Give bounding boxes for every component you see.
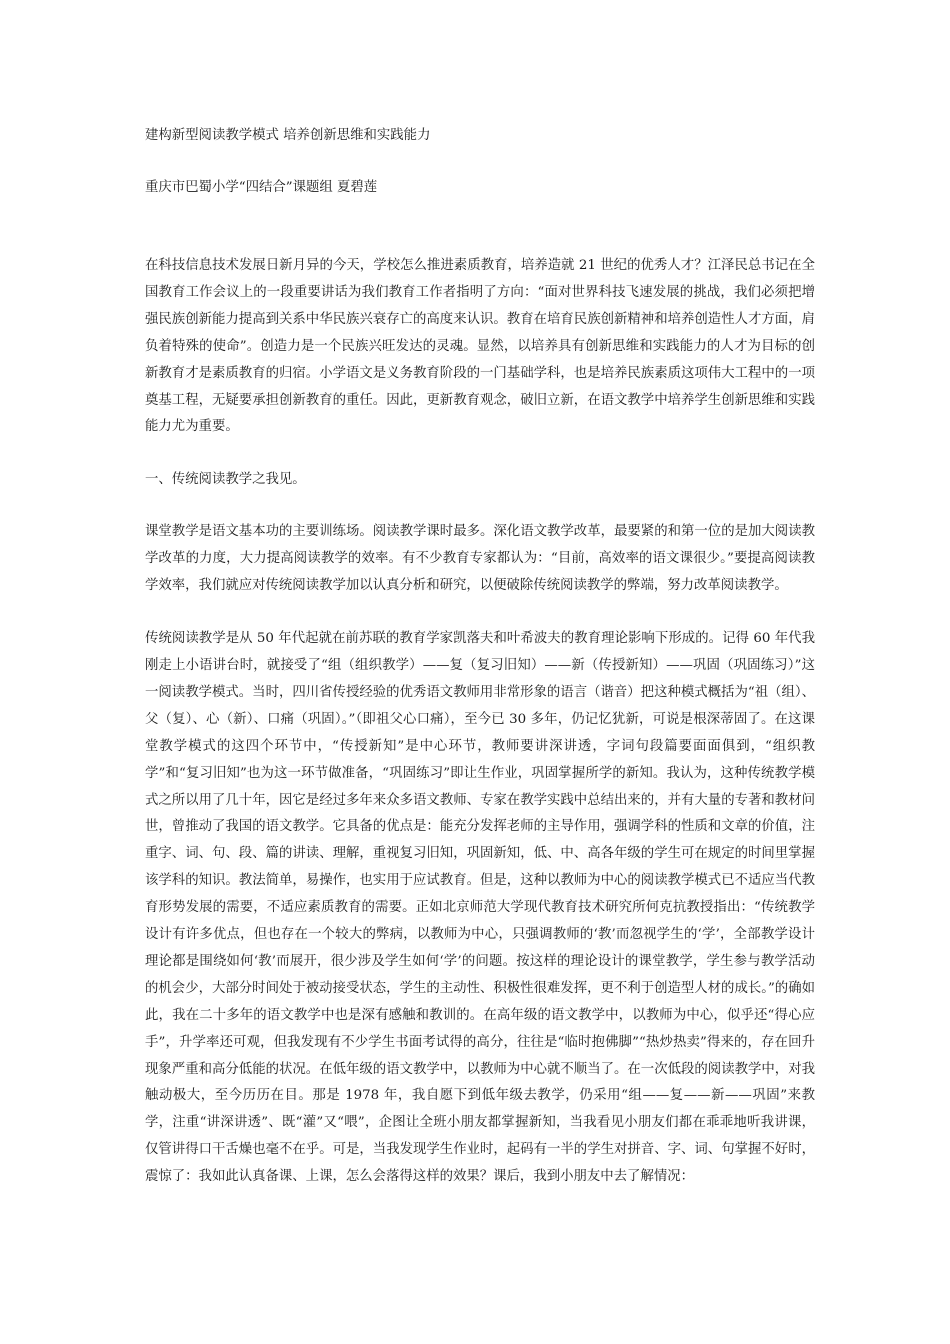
document-title: 建构新型阅读教学模式 培养创新思维和实践能力 xyxy=(145,128,431,143)
document-body xyxy=(145,123,815,1191)
author-line: 重庆市巴蜀小学“四结合”课题组 夏碧莲 xyxy=(145,180,378,195)
paragraph-classroom: 课堂教学是语文基本功的主要训练场。阅读教学课时最多。深化语文教学改革，最要紧的和第一位的是加大阅读教学改革的力度，大力提高阅读教学的效率。有不少教育专家都认为：“目前，高效率的语文课很少。”要提高阅读教学效率，我们就应对传统阅读教学加以认真分析和研究，以便破除传统阅读教学的弊端，努力改革阅读教学。 xyxy=(145,524,815,594)
paragraph-intro: 在科技信息技术发展日新月异的今天，学校怎么推进素质教育，培养造就 21 世纪的优秀人才？江泽民总书记在全国教育工作会议上的一段重要讲话为我们教育工作者指明了方向：“面对世界科技飞速发展的挑战，我们必须把增强民族创新能力提高到关系中华民族兴衰存亡的高度来认识。教育在培育民族创新精神和培养创造性人才方面，肩负着特殊的使命”。创造力是一个民族兴旺发达的灵魂。显然，以培养具有创新思维和实践能力的人才为目标的创新教育才是素质教育的归宿。小学语文是义务教育阶段的一门基础学科，也是培养民族素质这项伟大工程中的一项奠基工程，无疑要承担创新教育的重任。因此，更新教育观念，破旧立新，在语文教学中培养学生创新思维和实践能力尤为重要。 xyxy=(145,258,815,435)
paragraph-traditional-reading: 传统阅读教学是从 50 年代起就在前苏联的教育学家凯落夫和叶希波夫的教育理论影响下形成的。记得 60 年代我刚走上小语讲台时，就接受了“组（组织教学）——复（复习旧知）——新（传授新知）——巩固（巩固练习）”这一阅读教学模式。当时，四川省传授经验的优秀语文教师用非常形象的语言（谐音）把这种模式概括为“祖（组）、父（复）、心（新）、口痛（巩固）。”（即祖父心口痛），至今已 30 多年，仍记忆犹新，可说是根深蒂固了。在这课堂教学模式的这四个环节中，“传授新知”是中心环节，教师要讲深讲透，字词句段篇要面面俱到，“组织教学”和“复习旧知”也为这一环节做准备，“巩固练习”即让生作业，巩固掌握所学的新知。我认为，这种传统教学模式之所以用了几十年，因它是经过多年来众多语文教师、专家在教学实践中总结出来的，并有大量的专著和教材问世，曾推动了我国的语文教学。它具备的优点是：能充分发挥老师的主导作用，强调学科的性质和文章的价值，注重字、词、句、段、篇的讲读、理解，重视复习旧知，巩固新知，低、中、高各年级的学生可在规定的时间里掌握该学科的知识。教法简单，易操作，也实用于应试教育。但是，这种以教师为中心的阅读教学模式已不适应当代教育形势发展的需要，不适应素质教育的需要。正如北京师范大学现代教育技术研究所何克抗教授指出：“传统教学设计有许多优点，但也存在一个较大的弊病，以教师为中心，只强调教师的‘教’而忽视学生的‘学’，全部教学设计理论都是围绕如何‘教’而展开，很少涉及学生如何‘学’的问题。按这样的理论设计的课堂教学，学生参与教学活动的机会少，大部分时间处于被动接受状态，学生的主动性、积极性很难发挥，更不利于创造型人材的成长。”的确如此，我在二十多年的语文教学中也是深有感触和教训的。在高年级的语文教学中，以教师为中心，似乎还“得心应手”，升学率还可观，但我发现有不少学生书面考试得的高分，往往是“临时抱佛脚”“热炒热卖”得来的，存在回升现象严重和高分低能的状况。在低年级的语文教学中，以教师为中心就不顺当了。在一次低段的阅读教学中，对我触动极大，至今历历在目。那是 1978 年，我自愿下到低年级去教学，仍采用“组——复——新——巩固”来教学，注重“讲深讲透”、既“灌”又“喂”，企图让全班小朋友都掌握新知，当我看见小朋友们都在乖乖地听我讲课，仅管讲得口干舌燥也毫不在乎。可是，当我发现学生作业时，起码有一半的学生对拼音、字、词、句掌握不好时，震惊了：我如此认真备课、上课，怎么会落得这样的效果？课后，我到小朋友中去了解情况： xyxy=(145,631,815,1185)
section-heading: 一、传统阅读教学之我见。 xyxy=(145,472,306,488)
